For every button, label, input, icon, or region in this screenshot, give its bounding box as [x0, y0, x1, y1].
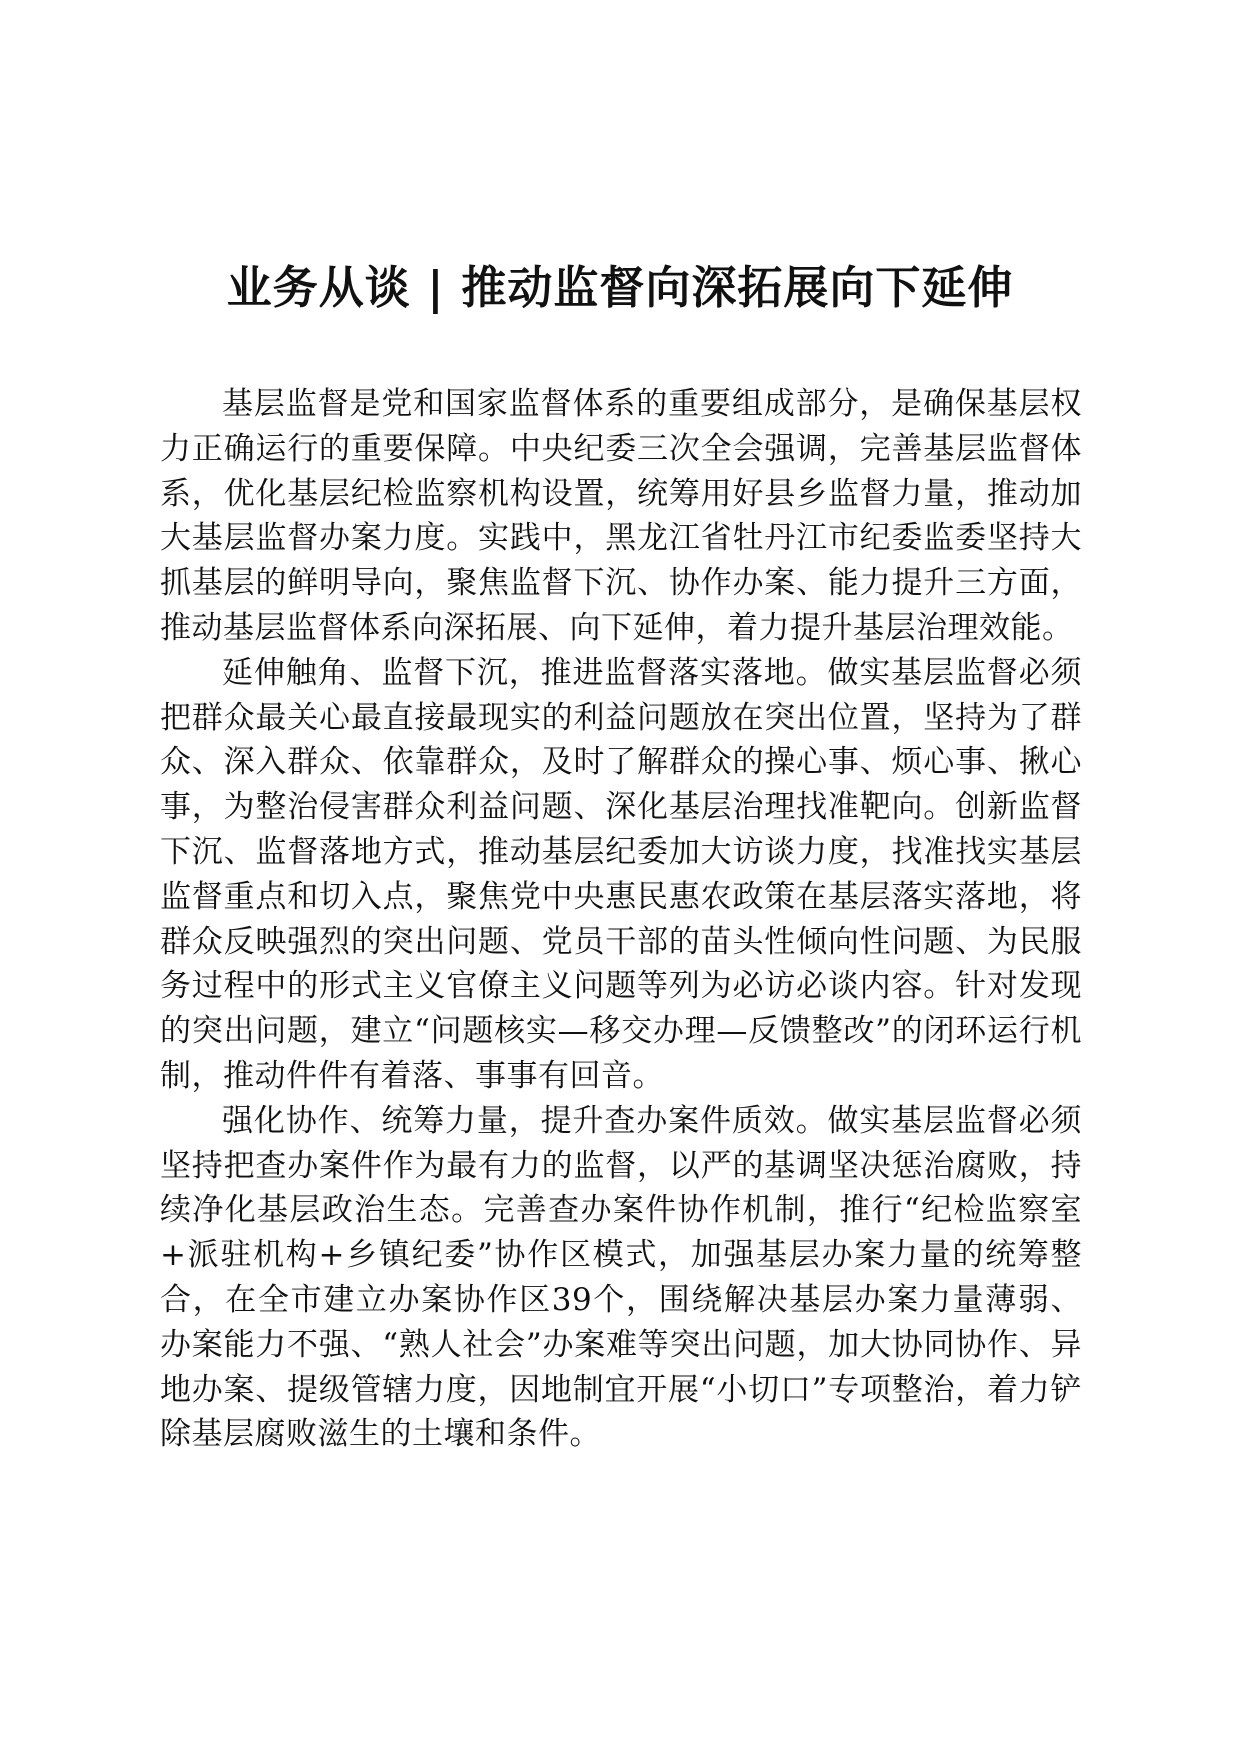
document-title: 业务从谈 | 推动监督向深拓展向下延伸 [226, 261, 1014, 314]
paragraph-case-handling: 强化协作、统筹力量，提升查办案件质效。做实基层监督必须坚持把查办案件作为最有力的监督，以严的基调坚决惩治腐败，持续净化基层政治生态。完善查办案件协作机制，推行“纪检监察室+派驻机构+乡镇纪委”协作区模式，加强基层办案力量的统筹整合，在全市建立办案协作区39个，围绕解决基层办案力量薄弱、办案能力不强、“熟人社会”办案难等突出问题，加大协同协作、异地办案、提级管辖力度，因地制宜开展“小切口”专项整治，着力铲除基层腐败滋生的土壤和条件。 [160, 1102, 1082, 1453]
paragraph-intro: 基层监督是党和国家监督体系的重要组成部分，是确保基层权力正确运行的重要保障。中央纪委三次全会强调，完善基层监督体系，优化基层纪检监察机构设置，统筹用好县乡监督力量，推动加大基层监督办案力度。实践中，黑龙江省牡丹江市纪委监委坚持大抓基层的鲜明导向，聚焦监督下沉、协作办案、能力提升三方面，推动基层监督体系向深拓展、向下延伸，着力提升基层治理效能。 [160, 386, 1082, 646]
document-body [160, 382, 1082, 1457]
paragraph-supervision: 延伸触角、监督下沉，推进监督落实落地。做实基层监督必须把群众最关心最直接最现实的利益问题放在突出位置，坚持为了群众、深入群众、依靠群众，及时了解群众的操心事、烦心事、揪心事，为整治侵害群众利益问题、深化基层治理找准靶向。创新监督下沉、监督落地方式，推动基层纪委加大访谈力度，找准找实基层监督重点和切入点，聚焦党中央惠民惠农政策在基层落实落地，将群众反映强烈的突出问题、党员干部的苗头性倾向性问题、为民服务过程中的形式主义官僚主义问题等列为必访必谈内容。针对发现的突出问题，建立“问题核实—移交办理—反馈整改”的闭环运行机制，推动件件有着落、事事有回音。 [160, 654, 1082, 1094]
